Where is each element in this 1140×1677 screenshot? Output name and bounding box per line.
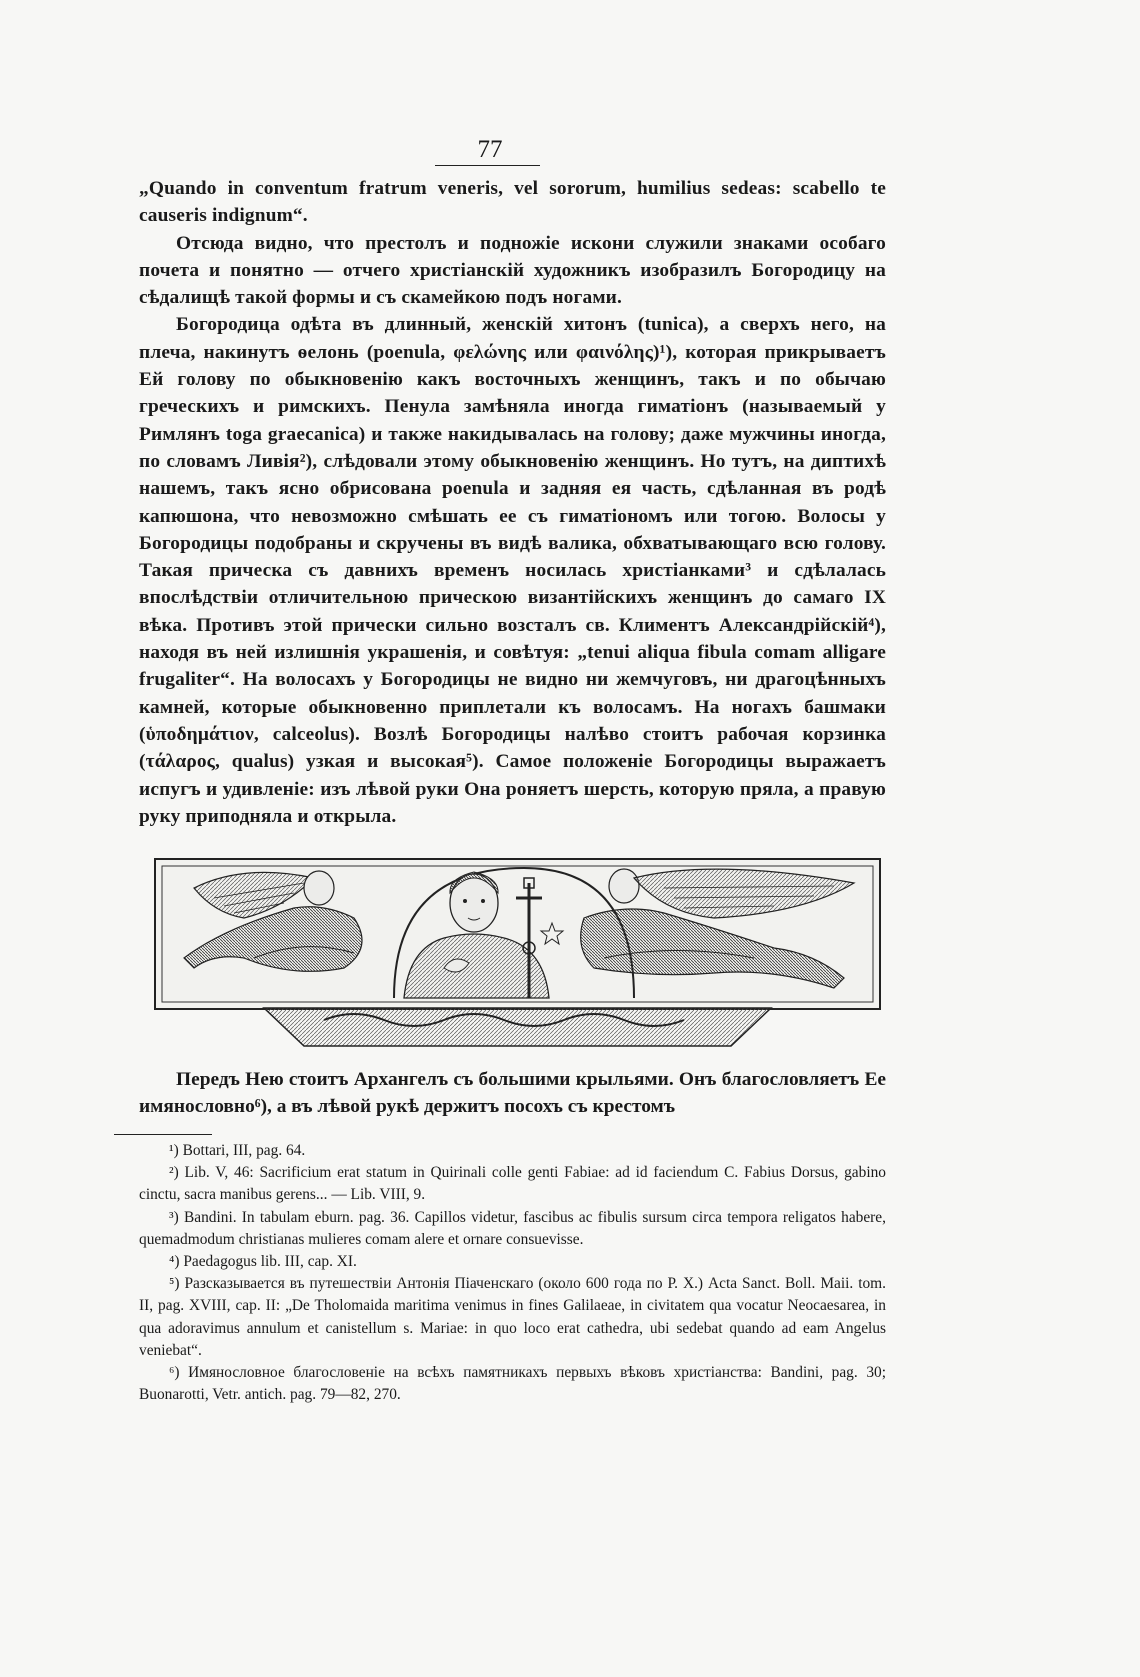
footnote-rule <box>114 1134 212 1135</box>
left-angel-head <box>304 871 334 905</box>
right-angel-head <box>609 869 639 903</box>
paragraph-archangel: Передъ Нею стоитъ Архангелъ съ большими крыльями. Онъ благословляетъ Ее имянословно⁶), а въ лѣвой рукѣ держитъ посохъ съ крестомъ <box>139 1069 886 1118</box>
body-text <box>139 175 886 830</box>
footnote-2: ²) Lib. V, 46: Sacrificium erat statum in Quirinali colle genti Fabiae: ad id faciendum C. Fabius Dorsus, gabino cinctu, sacra manibus gerens... — Lib. VIII, 9. <box>139 1164 886 1204</box>
footnote-6: ⁶) Имянословное благословеніе на всѣхъ памятникахъ первыхъ вѣковъ христіанства: Bandini, pag. 30; Buonarotti, Vetr. antich. pag. 79—82, 270. <box>139 1364 886 1404</box>
body-text-after-figure <box>139 1066 886 1121</box>
page-number-rule <box>435 165 540 166</box>
paragraph-throne: Отсюда видно, что престолъ и подножіе искони служили знаками особаго почета и понятно — отчего христіанскій художникъ изобразилъ Богородицу на сѣдалищѣ такой формы и съ скамейкою подъ ногами. <box>139 232 886 309</box>
footnotes <box>139 1140 886 1406</box>
footnote-5: ⁵) Разсказывается въ путешествіи Антонія Піаченскаго (около 600 года по Р. Х.) Acta Sanct. Boll. Maii. tom. II, pag. XVIII, cap. II: „De Tholomaida maritima venimus in fines Galilaeae, in civitatem qua vocatur Neocaesarea, in qua adoravimus annulum et canistellum s. Mariae: in quo loco erat cathedra, ubi sedebat quando ad eam Angelus veniebat“. <box>139 1275 886 1359</box>
pedestal <box>264 1008 771 1046</box>
paragraph-quote: „Quando in conventum fratrum veneris, vel sororum, humilius sedeas: scabello te causeris indignum“. <box>139 178 886 227</box>
engraving-illustration <box>154 858 881 1048</box>
paragraph-clothing: Богородица одѣта въ длинный, женскій хитонъ (tunica), а сверхъ него, на плеча, накинутъ ѳелонь (poenula, φελώνης или φαινόλης)¹), которая прикрываетъ Ей голову по обыкновенію какъ восточныхъ женщинъ, такъ и по обычаю греческихъ и римскихъ. Пенула замѣняла иногда гиматіонъ (называемый у Римлянъ toga graecanica) и также накидывалась на голову; даже мужчины иногда, по словамъ Ливія²), слѣдовали этому обыкновенію женщинъ. Но тутъ, на диптихѣ нашемъ, такъ ясно обрисована poenula и задняя ея часть, сдѣланная въ родѣ капюшона, что невозможно смѣшать ее съ гиматіономъ или тогою. Волосы у Богородицы подобраны и скручены въ видѣ валика, обхватывающаго всю голову. Такая прическа съ давнихъ временъ носилась христіанками³ и сдѣлалась впослѣдствіи отличительною прическою византійскихъ женщинъ до самаго IX вѣка. Противъ этой прически сильно возсталъ св. Климентъ Александрійскій⁴), находя въ ней излишнія украшенія, и совѣтуя: „tenui aliqua fibula comam alligare frugaliter“. На волосахъ у Богородицы не видно ни жемчуговъ, ни драгоцѣнныхъ камней, которые обыкновенно приплетали къ волосамъ. На ногахъ башмаки (ὑποδημάτιον, calceolus). Возлѣ Богородицы налѣво стоитъ рабочая корзинка (τάλαρος, qualus) узкая и высокая⁵). Самое положеніе Богородицы выражаетъ испугъ и удивленіе: изъ лѣвой руки Она роняетъ шерсть, которую пряла, а правую руку приподняла и открыла. <box>139 314 886 827</box>
page-number: 77 <box>477 136 503 163</box>
ivory-diptych-engraving <box>154 858 881 1048</box>
footnote-1: ¹) Bottari, III, pag. 64. <box>169 1142 306 1159</box>
footnote-4: ⁴) Paedagogus lib. III, cap. XI. <box>169 1253 357 1271</box>
footnote-3: ³) Bandini. In tabulam eburn. pag. 36. Capillos videtur, fascibus ac fibulis sursum circa tempora religatos habere, quemadmodum christianas mulieres comam alere et ornare consuevisse. <box>139 1208 886 1248</box>
